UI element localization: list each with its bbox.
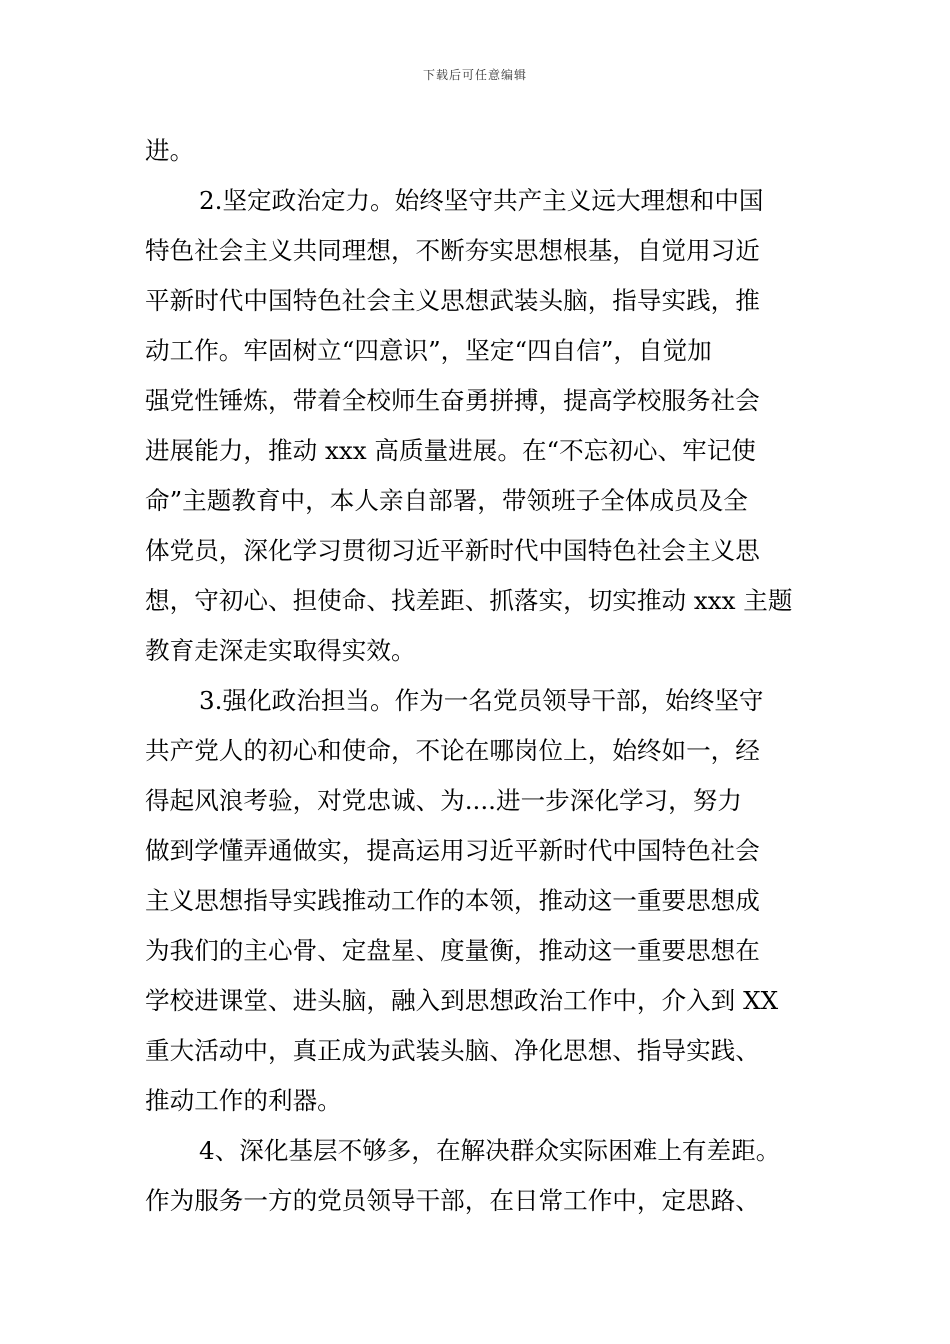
text-line: 进。 [145,136,195,165]
text-line: 平新时代中国特色社会主义思想武装头脑，指导实践，推 [145,286,760,315]
paragraph-start-line: 4、深化基层不够多，在解决群众实际困难上有差距。 [199,1136,781,1165]
text-line: 想，守初心、担使命、找差距、抓落实，切实推动 xxx 主题 [145,586,793,615]
text-line: 命”主题教育中，本人亲自部署，带领班子全体成员及全 [145,486,748,515]
text-line: 为我们的主心骨、定盘星、度量衡，推动这一重要思想在 [145,936,760,965]
text-line: 学校进课堂、进头脑，融入到思想政治工作中，介入到 XX [145,986,779,1015]
text-line: 共产党人的初心和使命，不论在哪岗位上，始终如一，经 [145,736,760,765]
text-line: 强党性锤炼，带着全校师生奋勇拼搏，提高学校服务社会 [145,386,760,415]
text-line: 体党员，深化学习贯彻习近平新时代中国特色社会主义思 [145,536,760,565]
page-header: 下载后可任意编辑 [422,68,527,82]
document-body [145,126,810,1226]
text-line: 重大活动中，真正成为武装头脑、净化思想、指导实践、 [145,1036,760,1065]
paragraph-start-line: 2.坚定政治定力。始终坚守共产主义远大理想和中国 [199,186,764,215]
text-line: 得起风浪考验，对党忠诚、为....进一步深化学习，努力 [145,786,742,815]
text-line: 主义思想指导实践推动工作的本领，推动这一重要思想成 [145,886,760,915]
text-line: 进展能力，推动 xxx 高质量进展。在“不忘初心、牢记使 [145,436,756,465]
text-line: 动工作。牢固树立“四意识”，坚定“四自信”，自觉加 [145,336,712,365]
paragraph-start-line: 3.强化政治担当。作为一名党员领导干部，始终坚守 [199,686,764,715]
text-line: 作为服务一方的党员领导干部，在日常工作中，定思路、 [145,1186,760,1215]
text-line: 做到学懂弄通做实，提高运用习近平新时代中国特色社会 [145,836,760,865]
text-line: 特色社会主义共同理想，不断夯实思想根基，自觉用习近 [145,236,760,265]
text-line: 教育走深走实取得实效。 [145,636,416,665]
text-line: 推动工作的利器。 [145,1086,342,1115]
